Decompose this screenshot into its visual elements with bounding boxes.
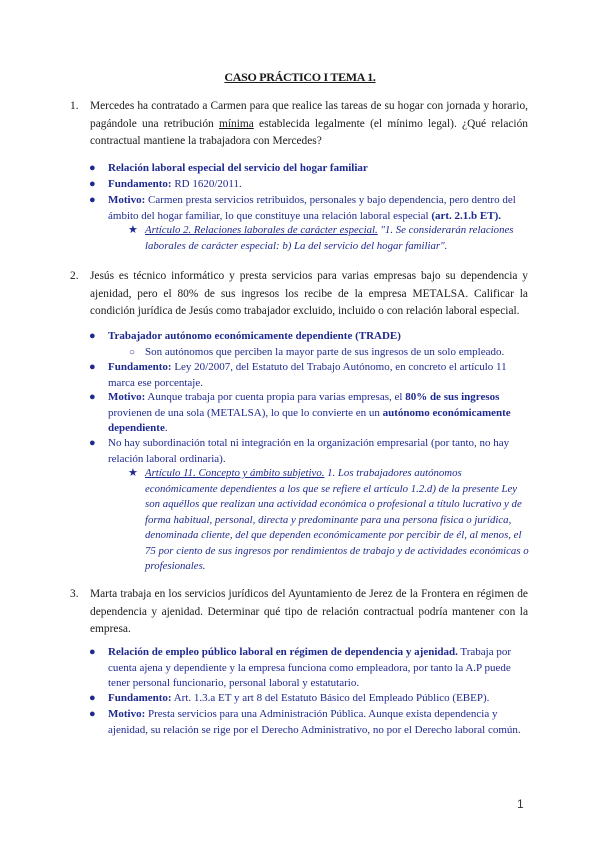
question-1 bbox=[70, 98, 528, 151]
answer-text: Ley 20/2007, del Estatuto del Trabajo Autónomo, en concreto el artículo 11 marca ese porcentaje. bbox=[108, 361, 507, 389]
answer-bold-text: Relación de empleo público laboral en régimen de dependencia y ajenidad. bbox=[108, 646, 458, 658]
answer-1-bullet-1 bbox=[89, 161, 530, 177]
question-text: Jesús es técnico informático y presta servicios para varias empresas bajo su dependencia y ajenidad, pero el 80% de sus ingresos los recibe de la empresa METALSA. Calificar la condición jurídica de Jesús como trabajador excluido, incluido o con relación laboral especial. bbox=[90, 270, 528, 317]
answer-text: Trabaja por cuenta ajena y dependiente y la empresa funciona como empleadora, por tanto la A.P puede tener personal funcionario, personal laboral y estatutario. bbox=[108, 646, 512, 689]
question-2 bbox=[70, 268, 528, 321]
answer-text: Aunque trabaja por cuenta propia para varias empresas, el bbox=[145, 391, 406, 403]
quote-text: 1. Los trabajadores autónomos económicamente dependientes a los que se refiere el artículo 1.2.d) de la presente Ley son aquéllos que realizan una actividad económica o profesional a título lucrativo y de forma habitual, personal, directa y predominante para una persona física o jurídica, denominada cliente, del que dependen económicamente por percibir de él, al menos, el 75 por ciento de sus ingresos por rendimientos de trabajo y de actividades económicas o profesionales. bbox=[145, 467, 529, 572]
answer-label: Fundamento: bbox=[108, 178, 172, 190]
answer-3-bullet-1 bbox=[89, 645, 530, 692]
answer-text: Presta servicios para una Administración Pública. Aunque exista dependencia y ajenidad, su relación se rige por el Derecho Administrativo, no por el Derecho laboral común. bbox=[108, 708, 521, 736]
answer-1-quote bbox=[128, 223, 530, 254]
bullet-icon: ● bbox=[89, 708, 96, 720]
bullet-icon: ● bbox=[89, 437, 96, 449]
answer-text: Son autónomos que perciben la mayor parte de sus ingresos de un solo empleado. bbox=[145, 346, 505, 358]
answer-bold-text: autónomo económicamente dependiente bbox=[108, 406, 511, 434]
question-number: 1. bbox=[70, 100, 79, 112]
question-text: Mercedes ha contratado a Carmen para que realice las tareas de su hogar con jornada y horario, pagándole una retribución bbox=[90, 100, 528, 130]
answer-label: Fundamento: bbox=[108, 692, 172, 704]
question-3 bbox=[70, 586, 528, 639]
answer-2-subbullet bbox=[129, 345, 530, 361]
answer-label: Motivo: bbox=[108, 708, 146, 720]
answer-text: RD 1620/2011. bbox=[171, 178, 242, 190]
document-title: CASO PRÁCTICO I TEMA 1. bbox=[224, 70, 376, 84]
star-icon: ★ bbox=[128, 224, 138, 236]
answer-text: Art. 1.3.a ET y art 8 del Estatuto Básico del Empleado Público (EBEP). bbox=[171, 692, 490, 704]
answer-label: Fundamento: bbox=[108, 361, 172, 373]
question-number: 3. bbox=[70, 588, 79, 600]
bullet-icon: ● bbox=[89, 162, 96, 174]
answer-2-bullet-4 bbox=[89, 436, 530, 467]
answer-2-quote bbox=[128, 466, 530, 575]
bullet-icon: ● bbox=[89, 391, 96, 403]
quote-heading: Artículo 2. Relaciones laborales de carácter especial. bbox=[145, 224, 378, 236]
bullet-icon: ● bbox=[89, 178, 96, 190]
answer-text: Carmen presta servicios retribuidos, personales y bajo dependencia, pero dentro del ámbito del hogar familiar, lo que constituye una relación laboral especial bbox=[108, 194, 516, 222]
star-icon: ★ bbox=[128, 467, 138, 479]
question-text-underlined: mínima bbox=[218, 117, 254, 130]
answer-text: No hay subordinación total ni integración en la organización empresarial (por tanto, no hay relación laboral ordinaria). bbox=[108, 437, 510, 465]
answer-3-bullet-2 bbox=[89, 691, 530, 707]
answer-1-bullet-3 bbox=[89, 193, 530, 224]
answer-2-bullet-3 bbox=[89, 390, 530, 437]
answer-2-bullet-2 bbox=[89, 360, 530, 391]
bullet-icon: ● bbox=[89, 194, 96, 206]
answer-3-bullet-3 bbox=[89, 707, 530, 738]
answer-bold-text: 80% de sus ingresos bbox=[405, 391, 500, 403]
answer-label: Motivo: bbox=[108, 391, 146, 403]
answer-text: . bbox=[164, 422, 168, 434]
question-text: establecida legalmente (el mínimo legal). ¿Qué relación contractual mantiene la trabajadora con Mercedes? bbox=[90, 117, 528, 147]
answer-heading: Relación laboral especial del servicio del hogar familiar bbox=[108, 162, 368, 174]
circle-bullet-icon: ○ bbox=[129, 347, 136, 358]
bullet-icon: ● bbox=[89, 692, 96, 704]
page-number: 1 bbox=[517, 797, 524, 811]
quote-heading: Artículo 11. Concepto y ámbito subjetivo. bbox=[145, 467, 325, 479]
answer-1-bullet-2 bbox=[89, 177, 530, 193]
answer-bold-text: (art. 2.1.b ET). bbox=[431, 209, 502, 222]
bullet-icon: ● bbox=[89, 361, 96, 373]
quote-text: "1. Se considerarán relaciones laborales de carácter especial: b) La del servicio del hogar familiar". bbox=[145, 224, 514, 252]
answer-text: provienen de una sola (METALSA), lo que lo convierte en un bbox=[108, 406, 383, 419]
answer-heading: Trabajador autónomo económicamente dependiente (TRADE) bbox=[108, 330, 401, 342]
answer-label: Motivo: bbox=[108, 194, 146, 206]
answer-2-bullet-1 bbox=[89, 329, 530, 345]
bullet-icon: ● bbox=[89, 330, 96, 342]
question-number: 2. bbox=[70, 270, 79, 282]
question-text: Marta trabaja en los servicios jurídicos del Ayuntamiento de Jerez de la Frontera en régimen de dependencia y ajenidad. Determinar qué tipo de relación contractual podría mantener con la empresa. bbox=[90, 588, 528, 635]
bullet-icon: ● bbox=[89, 646, 96, 658]
